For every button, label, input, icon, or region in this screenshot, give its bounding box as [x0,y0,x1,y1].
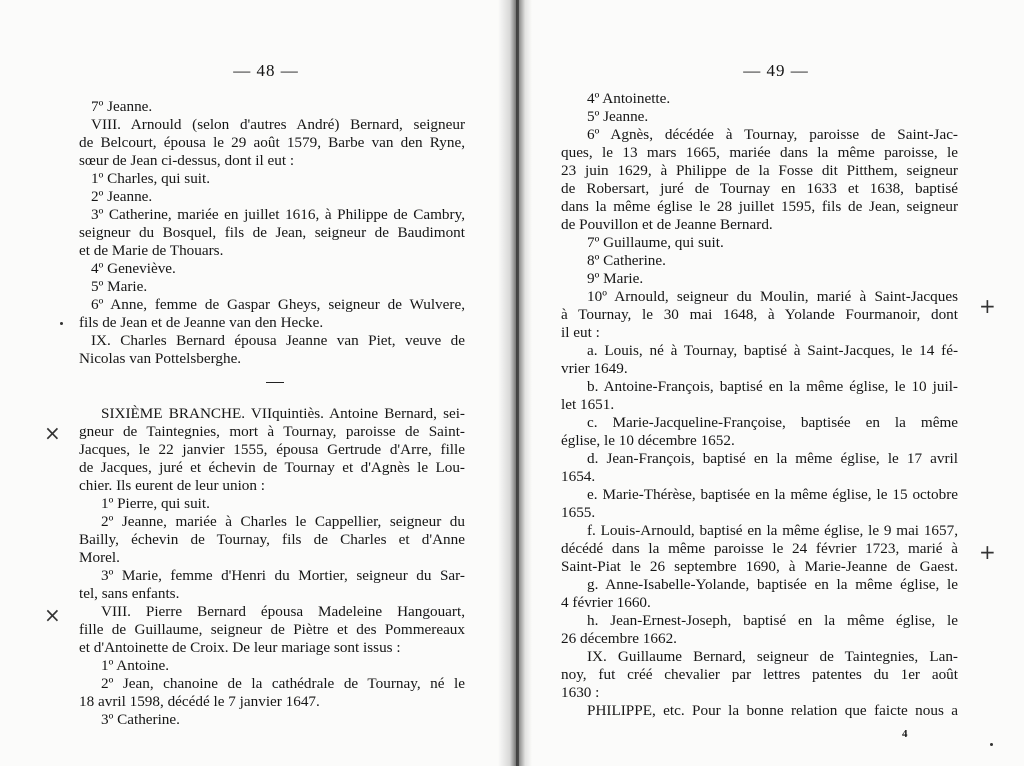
text-line: 10º Arnould, seigneur du Moulin, marié à Saint-Jacques [587,288,958,305]
text-line: a. Louis, né à Tournay, baptisé à Saint-Jacques, le 14 fé- [587,342,958,359]
text-line: 9º Marie. [587,270,644,287]
text-line: 1630 : [561,684,600,701]
text-line: de Jacques, juré et échevin de Tournay et d'Agnès le Lou- [79,459,465,476]
text-line: sœur de Jean ci-dessus, dont il eut : [79,152,295,169]
text-line: Morel. [79,549,120,566]
text-line: 8º Catherine. [587,252,666,269]
text-line: Bailly, échevin de Tournay, fils de Charles et d'Anne [79,531,465,548]
text-line: b. Antoine-François, baptisé en la même église, le 10 juil- [587,378,958,395]
text-line: ques, le 13 mars 1665, mariée dans la même paroisse, le [561,144,958,161]
text-line: 6º Agnès, décédée à Tournay, paroisse de Saint-Jac- [587,126,958,143]
text-line: let 1651. [561,396,615,413]
text-line: 1º Charles, qui suit. [91,170,211,187]
text-line: de Belcourt, épousa le 29 août 1579, Barbe van den Ryne, [79,134,465,151]
text-line: IX. Charles Bernard épousa Jeanne van Piet, veuve de [91,332,465,349]
text-line: Nicolas van Pottelsberghe. [79,350,242,367]
text-line: gneur de Taintegnies, mort à Tournay, paroisse de Saint- [79,423,465,440]
text-line: 3º Catherine. [101,711,180,728]
text-line: et de Marie de Thouars. [79,242,224,259]
text-line: de Robersart, juré de Tournay en 1633 et 1638, baptisé [561,180,958,197]
text-line: 5º Marie. [91,278,148,295]
text-line: 23 juin 1629, à Philippe de la Fosse dit Pitthem, seigneur [561,162,958,179]
text-line: 5º Jeanne. [587,108,649,125]
page-number-left: — 48 — [233,61,299,80]
text-line: Saint-Piat le 26 septembre 1690, à Marie-Jeanne de Gaest. [561,558,958,575]
text-line: 3º Catherine, mariée en juillet 1616, à Philippe de Cambry, [91,206,465,223]
margin-dot [990,743,993,746]
text-line: noy, fut créé chevalier par lettres patentes du 1er août [561,666,958,683]
text-line: VIII. Pierre Bernard épousa Madeleine Hangouart, [101,603,465,620]
text-line: 1º Antoine. [101,657,169,674]
text-line: 2º Jean, chanoine de la cathédrale de Tournay, né le [101,675,465,692]
section-separator [266,382,284,383]
margin-cross-mark: × [44,421,61,445]
text-line: 6º Anne, femme de Gaspar Gheys, seigneur de Wulvere, [91,296,465,313]
text-line: 2º Jeanne, mariée à Charles le Cappellier, seigneur du [101,513,465,530]
text-line: vrier 1649. [561,360,628,377]
text-line: Jacques, le 22 janvier 1555, épousa Gertrude d'Arre, fille [79,441,465,458]
text-line: IX. Guillaume Bernard, seigneur de Taintegnies, Lan- [587,648,958,665]
margin-dot [60,322,63,325]
page-number-right: — 49 — [743,61,809,80]
right-page [530,0,1024,766]
text-line: de Pouvillon et de Jeanne Bernard. [561,216,773,233]
text-line: 4 février 1660. [561,594,651,611]
text-line: 1654. [561,468,596,485]
text-line: et d'Antoinette de Croix. De leur mariage sont issus : [79,639,401,656]
text-line: VIII. Arnould (selon d'autres André) Bernard, seigneur [91,116,465,133]
text-line: 7º Guillaume, qui suit. [587,234,724,251]
text-line: 4º Geneviève. [91,260,176,277]
signature-mark: 4 [902,728,908,740]
text-line: tel, sans enfants. [79,585,180,602]
text-line: g. Anne-Isabelle-Yolande, baptisée en la même église, le [587,576,958,593]
text-line: h. Jean-Ernest-Joseph, baptisé en la même église, le [587,612,958,629]
text-line: 3º Marie, femme d'Henri du Mortier, seigneur du Sar- [101,567,465,584]
text-line: à Tournay, le 30 mai 1648, à Yolande Fourmanoir, dont [561,306,958,323]
margin-cross-mark: × [44,603,61,627]
text-line: 18 avril 1598, décédé le 7 janvier 1647. [79,693,320,710]
text-line: 1655. [561,504,596,521]
text-line: 4º Antoinette. [587,90,671,107]
text-line: e. Marie-Thérèse, baptisée en la même église, le 15 octobre [587,486,958,503]
book-spine [516,0,519,766]
text-line: 7º Jeanne. [91,98,153,115]
text-line: PHILIPPE, etc. Pour la bonne relation que faicte nous a [587,702,958,719]
left-page [0,0,500,766]
section-heading-line: SIXIÈME BRANCHE. VIIquintiès. Antoine Bernard, sei- [101,405,465,422]
text-line: d. Jean-François, baptisé en la même église, le 17 avril [587,450,958,467]
margin-cross-mark: + [979,294,996,318]
text-line: seigneur du Bosquel, fils de Jean, seigneur de Baudimont [79,224,465,241]
text-line: dans la même église le 28 juillet 1595, fils de Jean, seigneur [561,198,958,215]
text-line: chier. Ils eurent de leur union : [79,477,265,494]
text-line: fille de Guillaume, seigneur de Piètre et des Pommereaux [79,621,465,638]
text-line: église, le 10 décembre 1652. [561,432,735,449]
text-line: décédé dans la même paroisse le 24 février 1723, marié à [561,540,958,557]
margin-cross-mark: + [979,540,996,564]
text-line: c. Marie-Jacqueline-Françoise, baptisée en la même [587,414,958,431]
text-line: 1º Pierre, qui suit. [101,495,210,512]
text-line: fils de Jean et de Jeanne van den Hecke. [79,314,324,331]
book-gutter-shadow [498,0,532,766]
text-line: 2º Jeanne. [91,188,153,205]
text-line: f. Louis-Arnould, baptisé en la même église, le 9 mai 1657, [587,522,958,539]
text-line: il eut : [561,324,600,341]
text-line: 26 décembre 1662. [561,630,677,647]
